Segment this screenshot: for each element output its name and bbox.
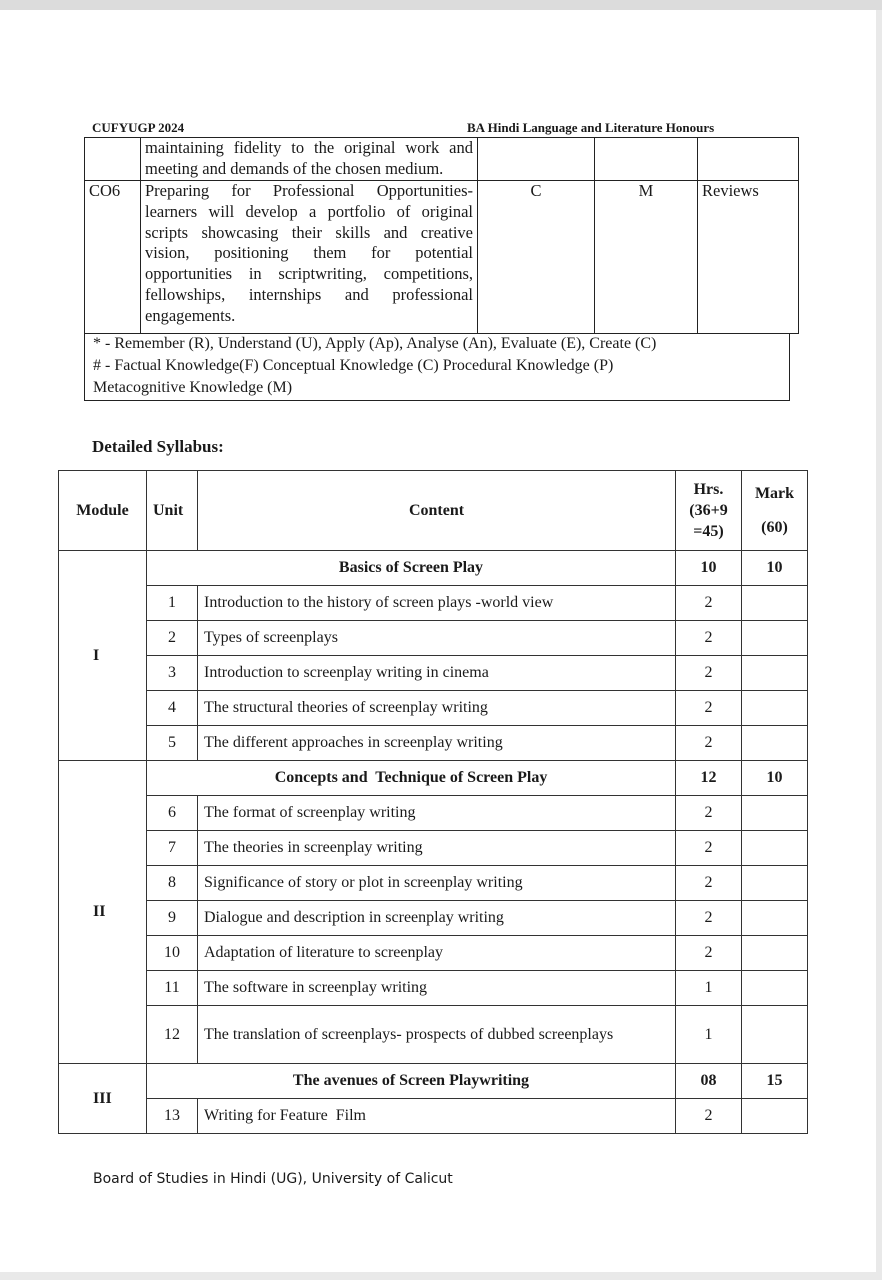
table-row	[59, 1006, 808, 1064]
unit-number: 7	[147, 831, 198, 866]
unit-number: 12	[147, 1006, 198, 1064]
module-mark: 10	[742, 761, 808, 796]
table-row	[59, 1099, 808, 1134]
unit-content: The theories in screenplay writing	[198, 831, 676, 866]
unit-number: 8	[147, 866, 198, 901]
unit-mark-empty	[742, 656, 808, 691]
table-row	[59, 796, 808, 831]
unit-number: 6	[147, 796, 198, 831]
unit-hours: 2	[676, 901, 742, 936]
header-programme: BA Hindi Language and Literature Honours	[467, 120, 715, 135]
unit-mark-empty	[742, 586, 808, 621]
unit-number: 5	[147, 726, 198, 761]
unit-hours: 2	[676, 831, 742, 866]
unit-hours: 1	[676, 971, 742, 1006]
unit-mark-empty	[742, 936, 808, 971]
unit-hours: 2	[676, 936, 742, 971]
co-continuation-text: maintaining fidelity to the original work and meeting and demands of the chosen medium.	[141, 138, 478, 181]
table-row	[59, 621, 808, 656]
module-title: The avenues of Screen Playwriting	[147, 1064, 676, 1099]
table-row	[59, 901, 808, 936]
co-legend	[84, 333, 790, 401]
module-hours: 08	[676, 1064, 742, 1099]
header-hours-l1: Hrs.	[693, 481, 724, 498]
unit-hours: 2	[676, 866, 742, 901]
unit-number: 1	[147, 586, 198, 621]
unit-content: Introduction to screenplay writing in cinema	[198, 656, 676, 691]
unit-content: The format of screenplay writing	[198, 796, 676, 831]
table-row	[59, 586, 808, 621]
unit-hours: 2	[676, 1099, 742, 1134]
detailed-syllabus-title: Detailed Syllabus:	[92, 437, 224, 456]
unit-content: Types of screenplays	[198, 621, 676, 656]
module-mark: 10	[742, 551, 808, 586]
unit-content: The translation of screenplays- prospects of dubbed screenplays	[198, 1006, 676, 1064]
unit-number: 13	[147, 1099, 198, 1134]
viewer-top-band	[0, 0, 882, 10]
syllabus-header-row	[59, 471, 808, 551]
unit-content: The structural theories of screenplay writing	[198, 691, 676, 726]
module-id: I	[59, 551, 147, 761]
header-unit: Unit	[147, 471, 198, 551]
unit-number: 11	[147, 971, 198, 1006]
co6-knowledge-category: M	[595, 181, 698, 334]
co-evaluation-cell-empty	[698, 138, 799, 181]
unit-content: Adaptation of literature to screenplay	[198, 936, 676, 971]
unit-hours: 2	[676, 621, 742, 656]
module-title: Concepts and Technique of Screen Play	[147, 761, 676, 796]
co6-cognitive-level: C	[478, 181, 595, 334]
unit-mark-empty	[742, 1099, 808, 1134]
co6-id: CO6	[85, 181, 141, 334]
unit-mark-empty	[742, 726, 808, 761]
header-hours-l2: (36+9	[689, 502, 728, 519]
header-content: Content	[198, 471, 676, 551]
module-title-row	[59, 1064, 808, 1099]
unit-number: 2	[147, 621, 198, 656]
table-row	[59, 866, 808, 901]
unit-content: Introduction to the history of screen plays -world view	[198, 586, 676, 621]
unit-number: 3	[147, 656, 198, 691]
unit-hours: 2	[676, 656, 742, 691]
unit-hours: 2	[676, 796, 742, 831]
table-row	[59, 936, 808, 971]
module-title-row	[59, 761, 808, 796]
unit-number: 10	[147, 936, 198, 971]
unit-hours: 1	[676, 1006, 742, 1064]
unit-mark-empty	[742, 831, 808, 866]
module-id: II	[59, 761, 147, 1064]
unit-content: Significance of story or plot in screenplay writing	[198, 866, 676, 901]
module-hours: 12	[676, 761, 742, 796]
syllabus-table	[58, 470, 808, 1134]
header-course-code: CUFYUGP 2024	[92, 120, 185, 135]
unit-mark-empty	[742, 1006, 808, 1064]
module-title: Basics of Screen Play	[147, 551, 676, 586]
header-hours	[676, 471, 742, 551]
table-row	[59, 656, 808, 691]
legend-metacognitive: Metacognitive Knowledge (M)	[93, 379, 293, 396]
table-row	[59, 831, 808, 866]
unit-hours: 2	[676, 586, 742, 621]
course-outcome-table	[84, 137, 799, 334]
header-module: Module	[59, 471, 147, 551]
table-row	[59, 691, 808, 726]
unit-mark-empty	[742, 971, 808, 1006]
header-mark-l2: (60)	[761, 518, 788, 536]
header-hours-l3: =45)	[693, 523, 724, 540]
legend-cognitive: * - Remember (R), Understand (U), Apply (Ap), Analyse (An), Evaluate (E), Create (C)	[93, 335, 657, 352]
unit-number: 9	[147, 901, 198, 936]
unit-mark-empty	[742, 621, 808, 656]
unit-mark-empty	[742, 796, 808, 831]
co-cognitive-cell-empty	[478, 138, 595, 181]
unit-content: The software in screenplay writing	[198, 971, 676, 1006]
unit-content: Writing for Feature Film	[198, 1099, 676, 1134]
page-footer: Board of Studies in Hindi (UG), University of Calicut	[93, 1171, 453, 1187]
legend-knowledge: # - Factual Knowledge(F) Conceptual Knowledge (C) Procedural Knowledge (P)	[93, 357, 614, 374]
co-id-cell-empty	[85, 138, 141, 181]
co6-description: Preparing for Professional Opportunities- learners will develop a portfolio of original scripts showcasing their skills and creative vision, positioning them for potential opportunities in scriptwriting, competitions, fellowships, internships and professional engagements.	[141, 181, 478, 334]
unit-number: 4	[147, 691, 198, 726]
unit-mark-empty	[742, 866, 808, 901]
table-row	[59, 726, 808, 761]
co-knowledge-cell-empty	[595, 138, 698, 181]
table-row	[59, 971, 808, 1006]
unit-content: The different approaches in screenplay writing	[198, 726, 676, 761]
header-mark	[742, 471, 808, 551]
unit-mark-empty	[742, 691, 808, 726]
unit-content: Dialogue and description in screenplay writing	[198, 901, 676, 936]
module-title-row	[59, 551, 808, 586]
unit-mark-empty	[742, 901, 808, 936]
module-mark: 15	[742, 1064, 808, 1099]
module-hours: 10	[676, 551, 742, 586]
unit-hours: 2	[676, 691, 742, 726]
header-mark-l1: Mark	[754, 484, 795, 502]
co6-evaluation: Reviews	[698, 181, 799, 334]
unit-hours: 2	[676, 726, 742, 761]
module-id: III	[59, 1064, 147, 1134]
